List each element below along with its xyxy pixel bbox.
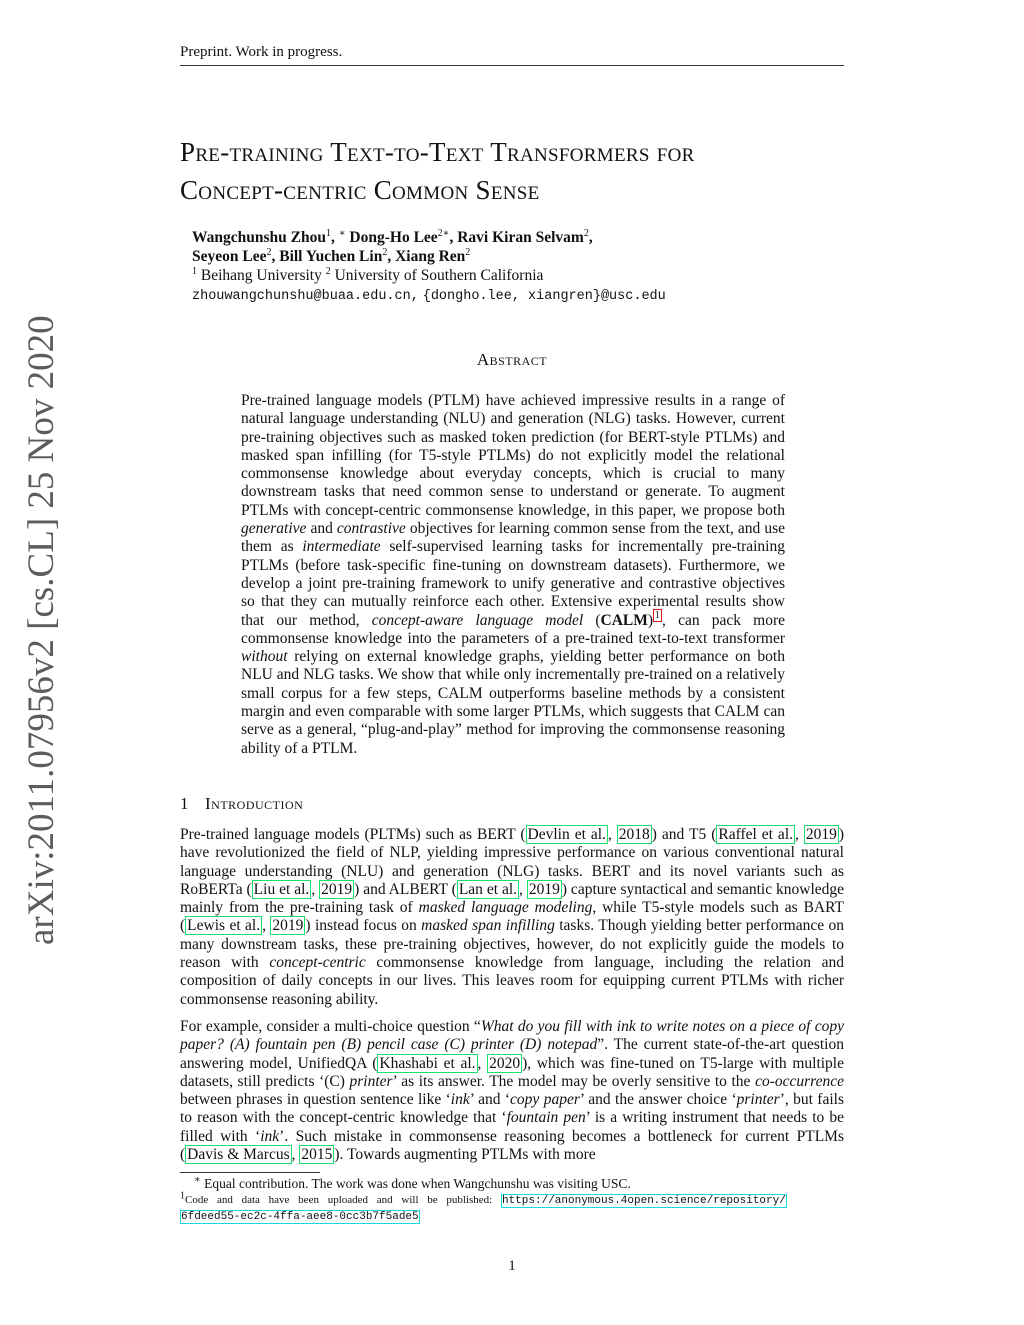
author-name: Bill Yuchen Lin <box>279 248 383 265</box>
italic-text: copy paper <box>510 1091 580 1109</box>
affiliation-1: Beihang University <box>200 267 322 284</box>
calm-acronym: CALM <box>600 611 648 629</box>
text: self-supervised learning tasks for incrementally pre-training PTLMs (before task-specific fine-tuning on downstream datasets). Furthermore, we develop a joint pre-training framework to unify generative and contrastive objectives so that they can mutually reinforce each other. Extensive experimental results show that our method, <box>241 538 785 629</box>
arxiv-sidebar <box>18 315 68 945</box>
author-block <box>192 228 832 306</box>
text: relying on external knowledge graphs, yielding better performance on both NLU and NLG tasks. We show that while only incrementally pre-trained on a relatively small corpus for a few steps, CALM outperforms baseline methods by a consistent margin and even comparable with some larger PTLMs, which suggests that CALM can serve as a general, “plug-and-play” method for improving the commonsense reasoning ability of a PTLM. <box>241 648 785 757</box>
text: , <box>291 1146 300 1164</box>
text: , <box>607 826 617 843</box>
italic-text: printer <box>349 1072 393 1090</box>
author-name: Seyeon Lee <box>192 248 267 265</box>
text: ’. Such mistake in commonsense reasoning becomes a bottleneck for current PTLMs ( <box>180 1127 844 1164</box>
italic-text: ink <box>450 1091 470 1109</box>
italic-text: concept-centric <box>269 954 366 972</box>
citation-link[interactable]: 2018 <box>618 826 650 843</box>
citation-link[interactable]: Lan et al. <box>458 880 518 898</box>
text: ) and ALBERT ( <box>354 880 457 898</box>
text: ) instead focus on <box>305 917 422 935</box>
text: , <box>519 880 527 898</box>
author-line-2: Seyeon Lee$^2$, Bill Yuchen Lin$^2$, Xiang Ren$^2$ <box>192 246 471 265</box>
italic-text: ink <box>260 1127 280 1145</box>
text: , can pack more commonsense knowledge into the parameters of a pre-trained text-to-text transformer <box>241 611 785 647</box>
text: and <box>306 520 337 538</box>
text: ). Towards augmenting PTLMs with more <box>334 1146 596 1164</box>
italic-text: What do you fill with ink to write notes on a piece of copy paper? (A) fountain pen (B) pencil case (C) printer (D) notepad <box>180 1018 844 1054</box>
author-affil-sup: 2∗ <box>437 227 450 239</box>
text: ) <box>647 611 654 629</box>
affil-sup: 2 <box>325 265 331 277</box>
author-affil-sup: 2 <box>382 246 388 258</box>
italic-text: without <box>241 648 288 666</box>
text: objectives for learning common sense from the text, and use them as <box>241 520 785 556</box>
citation-link[interactable]: 2019 <box>528 880 560 898</box>
repository-url-link[interactable]: https://anonymous.4open.science/repository/ <box>501 1195 786 1207</box>
footnote-equal-contribution <box>194 1176 631 1192</box>
text: between phrases in question sentence like ‘ <box>180 1091 451 1109</box>
abstract-body <box>241 392 785 758</box>
author-affil-sup: 2 <box>465 246 471 258</box>
citation-link[interactable]: 2019 <box>805 826 837 843</box>
italic-text: masked language modeling <box>418 899 593 917</box>
author-name: Dong-Ho Lee <box>349 229 438 246</box>
author-affil-sup: 1 <box>325 227 331 239</box>
citation-link[interactable]: 2019 <box>321 880 353 898</box>
text: ) have revolutionized the field of NLP, yielding impressive performance on various conventional natural language understanding (NLU) and generation (NLG) tasks. BERT and its novel variants such as RoBERTa ( <box>180 826 845 898</box>
paper-title <box>180 133 850 209</box>
author-name: Wangchunshu Zhou <box>192 229 326 246</box>
running-header: Preprint. Work in progress. <box>180 44 844 66</box>
text: ”. The current state-of-the-art question answering model, UnifiedQA ( <box>180 1036 844 1072</box>
footnote-text: Code and data have been uploaded and will be published: <box>185 1194 501 1206</box>
citation-link[interactable]: Lewis et al. <box>187 917 261 935</box>
footnote-mark: 1 <box>180 1190 185 1202</box>
citation-link[interactable]: 2020 <box>489 1054 521 1072</box>
footnote-mark: ∗ <box>194 1174 201 1186</box>
text: ’ and ‘ <box>469 1091 511 1109</box>
equal-contrib-mark: ∗ <box>338 227 346 239</box>
text: ’ and the answer choice ‘ <box>579 1091 737 1109</box>
repository-url-link[interactable]: 6fdeed55-ec2c-4ffa-aee8-0cc3b7f5ade5 <box>181 1211 419 1223</box>
author-name: Ravi Kiran Selvam <box>457 229 584 246</box>
footnote-code <box>180 1190 846 1225</box>
author-affil-sup: 2 <box>266 246 272 258</box>
italic-text: concept-aware language model <box>371 611 584 629</box>
text: ) and T5 ( <box>651 826 717 843</box>
italic-text: generative <box>241 520 307 538</box>
author-affil-sup: 2 <box>583 227 589 239</box>
footnote-rule <box>180 1172 320 1173</box>
affiliation-line <box>192 266 832 285</box>
author-name: Xiang Ren <box>395 248 466 265</box>
affiliation-2: University of Southern California <box>334 267 544 284</box>
citation-link[interactable]: 2015 <box>301 1146 333 1164</box>
text: ’ is a writing instrument that needs to be filled with ‘ <box>180 1109 844 1145</box>
text: commonsense knowledge from language, including the relation and composition of daily concepts in our lives. This leaves room for equipping current PTLMs with richer commonsense reasoning ability. <box>180 954 845 1008</box>
italic-text: contrastive <box>336 520 406 538</box>
italic-text: masked span infilling <box>421 917 555 935</box>
citation-link[interactable]: Khashabi et al. <box>379 1054 476 1072</box>
email-line <box>192 285 832 306</box>
arxiv-stamp: arXiv:2011.07956v2 [cs.CL] 25 Nov 2020 <box>21 315 62 945</box>
affil-sup: 1 <box>192 265 197 277</box>
email-2[interactable]: {dongho.lee, xiangren}@usc.edu <box>422 289 666 304</box>
text: For example, consider a multi-choice question “ <box>180 1018 481 1035</box>
text: ’, but fails to reason with the concept-centric knowledge that ‘ <box>180 1091 844 1127</box>
text: tasks. Though yielding better performance on many downstream tasks, these pre-training objectives, however, do not explicitly guide the models to reason with <box>180 917 844 972</box>
section-title: Introduction <box>205 794 304 813</box>
text: , <box>262 917 271 935</box>
footnote-link[interactable]: 1 <box>655 610 661 622</box>
citation-link[interactable]: 2019 <box>272 917 304 935</box>
title-line-2: Concept-centric Common Sense <box>180 175 540 205</box>
text: Pre-trained language models (PLTMs) such as BERT ( <box>180 826 526 843</box>
citation-link[interactable]: Liu et al. <box>253 880 310 898</box>
intro-paragraph-1 <box>180 826 844 1009</box>
text: ) capture syntactical and semantic knowledge mainly from the pre-training task of <box>180 880 845 917</box>
section-heading <box>180 794 303 814</box>
italic-text: co-occurrence <box>755 1072 844 1090</box>
italic-text: printer <box>736 1091 780 1109</box>
italic-text: fountain pen <box>506 1109 586 1127</box>
text: , while T5-style models such as BART ( <box>180 899 844 935</box>
citation-link[interactable]: Davis & Marcus <box>187 1146 290 1164</box>
text: ( <box>583 611 601 629</box>
citation-link[interactable]: Devlin et al. <box>527 826 606 843</box>
page-number: 1 <box>508 1258 516 1274</box>
citation-link[interactable]: Raffel et al. <box>718 826 793 843</box>
title-line-1: Pre-training Text-to-Text Transformers for <box>180 137 695 167</box>
footnote-text: Equal contribution. The work was done when Wangchunshu was visiting USC. <box>204 1176 631 1191</box>
email-1[interactable]: zhouwangchunshu@buaa.edu.cn, <box>192 289 419 304</box>
text: ’ as its answer. The model may be overly sensitive to the <box>392 1072 756 1090</box>
text: ), which was fine-tuned on T5-large with multiple datasets, still predicts ‘(C) <box>180 1054 844 1090</box>
text: , <box>311 880 320 898</box>
abstract-heading: Abstract <box>476 350 548 369</box>
text: Pre-trained language models (PTLM) have achieved impressive results in a range of natural language understanding (NLU) and generation (NLG) tasks. However, current pre-training objectives such as masked token prediction (for BERT-style PTLMs) and masked span infilling (for T5-style PTLMs) do not explicitly model the relational commonsense knowledge about everyday concepts, which is crucial to many downstream tasks that need common sense to understand or generate. To augment PTLMs with concept-centric commonsense knowledge, in this paper, we propose both <box>241 392 785 519</box>
section-number: 1 <box>180 794 189 813</box>
text: , <box>795 826 804 843</box>
author-line-1: Wangchunshu Zhou$^1$, ∗ Dong-Ho Lee$^{2∗}$, Ravi Kiran Selvam$^2$, <box>192 227 593 246</box>
italic-text: intermediate <box>302 538 381 556</box>
text: , <box>477 1054 488 1072</box>
intro-paragraph-2 <box>180 1018 844 1164</box>
